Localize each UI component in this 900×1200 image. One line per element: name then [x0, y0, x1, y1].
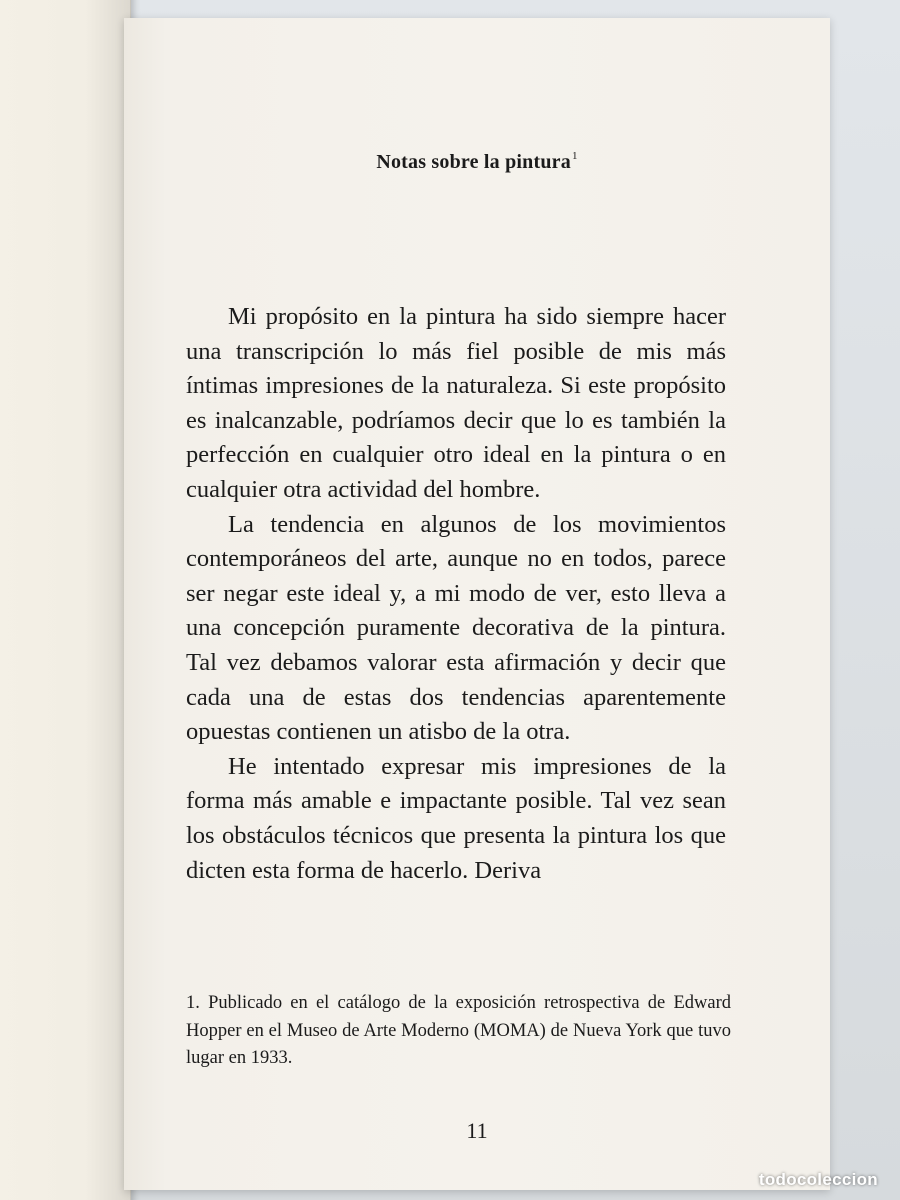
paragraph-2: La tendencia en algunos de los movimientos contemporáneos del arte, aunque no en todos, parece ser negar este ideal y, a mi modo de ver, esto lleva a una concepción puramente decorativa de la pintura. Tal vez debamos valorar esta afirmación y decir que cada una de estas dos tendencias aparentemente opuestas contienen un atisbo de la otra. [186, 510, 726, 746]
footnote-marker: 1 [571, 150, 578, 162]
chapter-title [124, 150, 830, 174]
page-number: 11 [466, 1118, 488, 1143]
paragraph-3: He intentado expresar mis impresiones de la forma más amable e impactante posible. Tal vez sean los obstáculos técnicos que presenta la pintura los que dicten esta forma de hacerlo. Deriva [186, 752, 726, 884]
book-page [124, 18, 830, 1190]
footnote: 1. Publicado en el catálogo de la exposición retrospectiva de Edward Hopper en el Museo de Arte Moderno (MOMA) de Nueva York que tuvo lugar en 1933. [186, 993, 731, 1068]
watermark-logo: todocoleccion [758, 1170, 878, 1189]
paragraph-1: Mi propósito en la pintura ha sido siempre hacer una transcripción lo más fiel posible de mis más íntimas impresiones de la naturaleza. Si este propósito es inalcanzable, podríamos decir que lo es también la perfección en cualquier otro ideal en la pintura o en cualquier otra actividad del hombre. [186, 303, 726, 503]
chapter-title-text: Notas sobre la pintura [376, 151, 571, 173]
facing-page-edge [0, 0, 131, 1200]
body-text [186, 300, 726, 888]
